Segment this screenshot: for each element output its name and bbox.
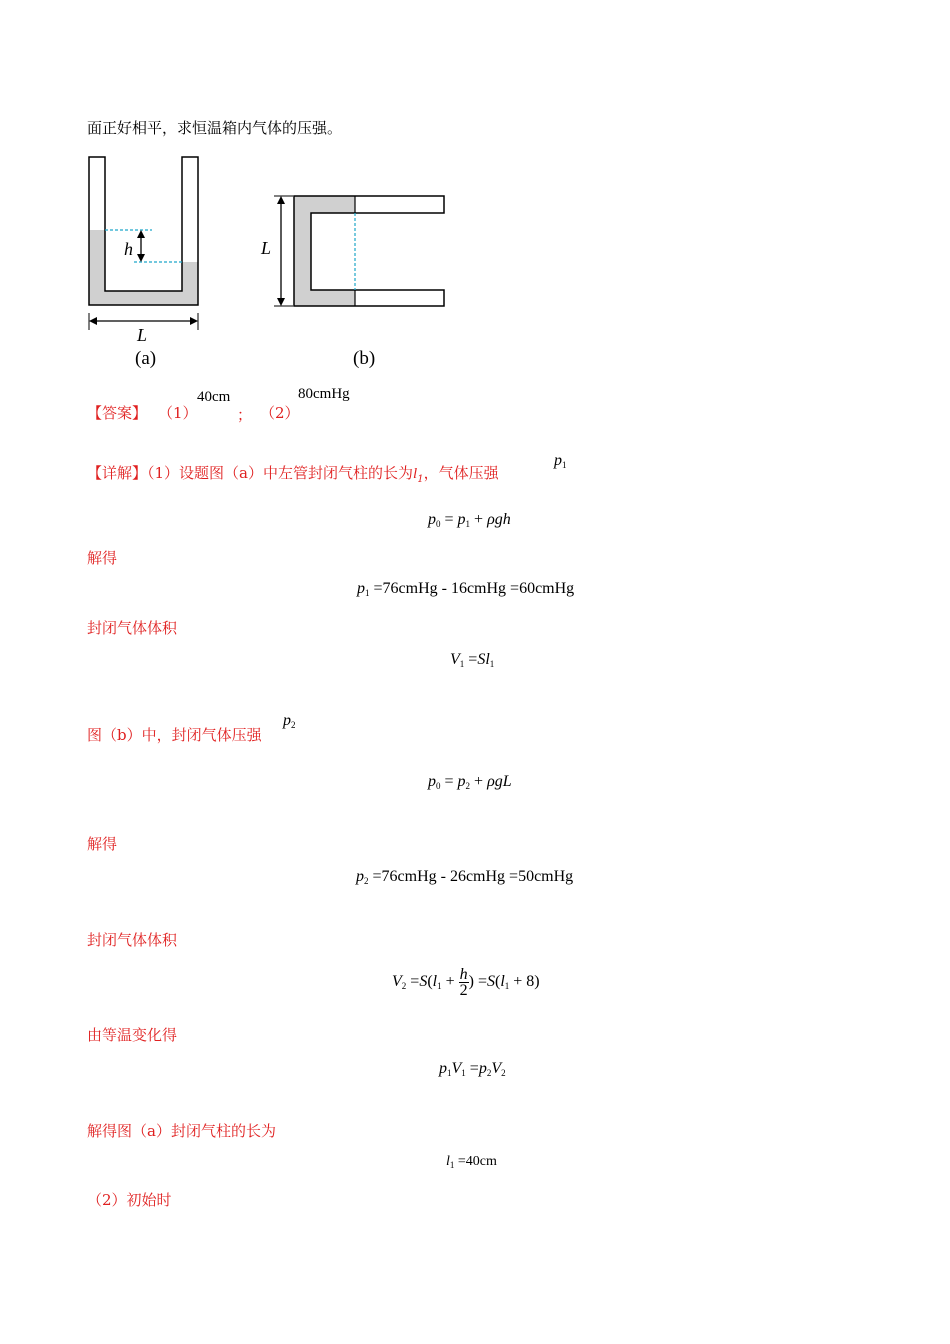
intro-line: 面正好相平，求恒温箱内气体的压强。 — [87, 119, 343, 137]
detail-p1: $p_1$ — [554, 452, 567, 470]
answer-part1: （1） — [158, 404, 198, 422]
answer-sep: ； — [237, 406, 253, 424]
equation-3: $V_1 =Sl_1$ — [450, 651, 495, 669]
detail-var: l — [413, 466, 418, 482]
detail-text2: ，气体压强 — [423, 464, 499, 482]
iso-label: 由等温变化得 — [87, 1026, 178, 1044]
detail-line — [87, 463, 499, 490]
tube-a-outline — [89, 157, 198, 305]
solve-3: 解得图（a）封闭气柱的长为 — [87, 1122, 276, 1140]
h-label: h — [124, 239, 133, 259]
fig-b-text: 图（b）中，封闭气体压强 — [87, 726, 262, 744]
equation-1: $p_0 = p_1 + \rho gh$ — [428, 511, 511, 529]
fig-b-p2: $p_2$ — [283, 712, 296, 730]
answer-label: 【答案】 — [87, 404, 148, 422]
equation-7: $p_1V_1 =p_2V_2$ — [439, 1060, 506, 1078]
detail-label: 【详解】 — [87, 464, 148, 482]
detail-text: （1）设题图（a）中左管封闭气柱的长为 — [147, 464, 414, 482]
part2-start: （2）初始时 — [87, 1191, 172, 1209]
solve-2: 解得 — [87, 835, 118, 853]
equation-4: $p_0 = p_2 + \rho gL$ — [428, 773, 512, 791]
vol1-label: 封闭气体体积 — [87, 619, 178, 637]
label-b: (b) — [353, 348, 376, 369]
fraction-h-over-2: $\frac{h}{2}$ — [459, 965, 468, 999]
vol2-label: 封闭气体体积 — [87, 931, 178, 949]
L-label-b: L — [261, 238, 272, 258]
L-label-a: L — [137, 325, 148, 345]
equation-2: $p_1$ =76cmHg - 16cmHg =60cmHg — [357, 580, 575, 598]
answer-value2: 80cmHg — [298, 386, 350, 402]
answer-value1: 40cm — [197, 389, 231, 405]
answer-part2: （2） — [260, 404, 300, 422]
detail-var-sub: 1 — [417, 474, 424, 485]
tube-b-outline — [294, 196, 444, 306]
equation-8: $l_1 =40cm$ — [446, 1154, 497, 1170]
label-a: (a) — [135, 348, 157, 369]
solve-1: 解得 — [87, 549, 118, 567]
equation-5: $p_2$ =76cmHg - 26cmHg =50cmHg — [356, 868, 574, 886]
equation-6: $V_2 =S(l_1$ + $\frac{h}{2}$ ) $=S(l_1 + 8)$ — [392, 965, 540, 999]
u-tube-figure — [80, 150, 460, 375]
